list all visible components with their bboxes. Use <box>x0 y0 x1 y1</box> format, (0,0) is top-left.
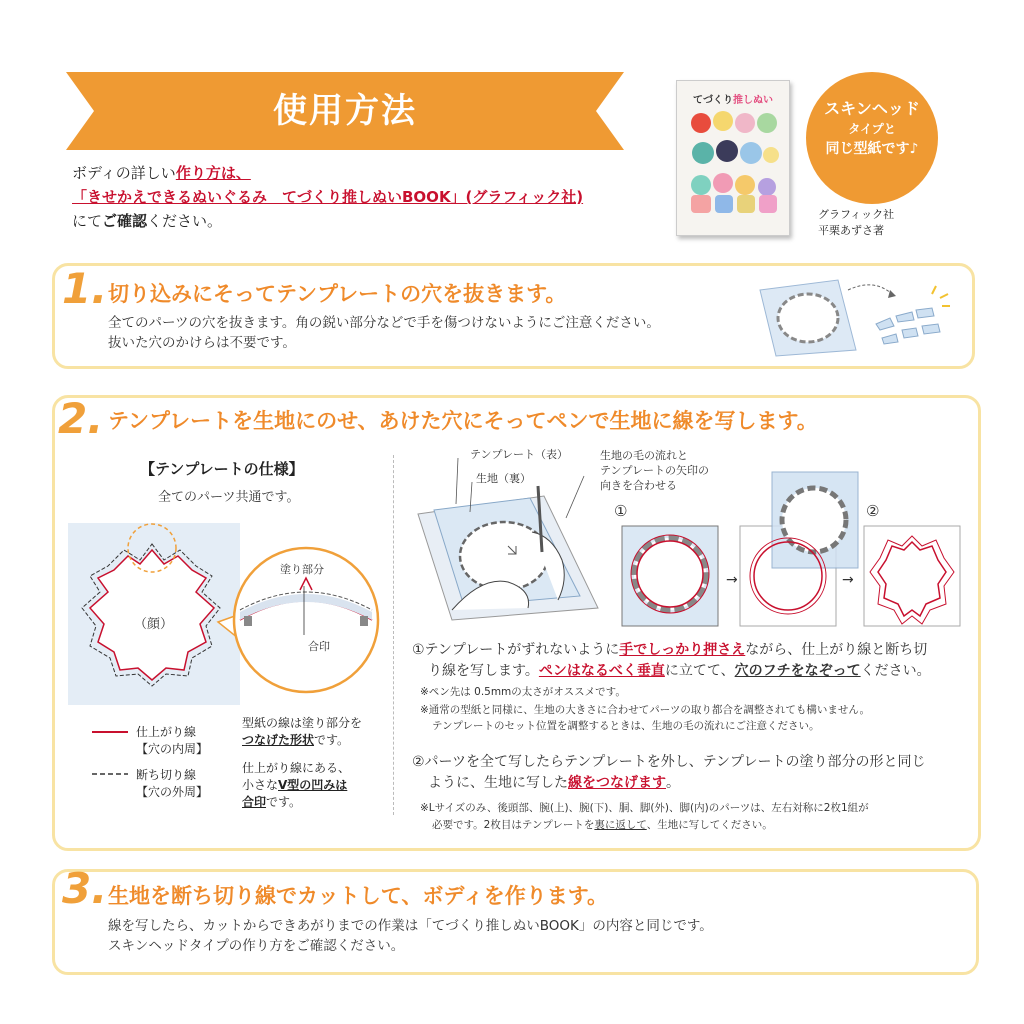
step-1-title: 切り込みにそってテンプレートの穴を抜きます。 <box>108 282 567 306</box>
step-circle-2: ② <box>866 502 880 520</box>
step-3-text-1: 線を写したら、カットからできあがりまでの作業は「てづくり推しぬいBOOK」の内容と同じです。 <box>108 918 713 934</box>
step-1-text-2: 抜いた穴のかけらは不要です。 <box>108 335 296 351</box>
legend-cut-line: 断ち切り線 【穴の外周】 <box>136 768 209 799</box>
legend-lines <box>88 726 132 786</box>
step-3-number: 3. <box>62 864 108 913</box>
template-punch-illustration <box>756 272 956 362</box>
instruction-1-line-1: ①テンプレートがずれないように手でしっかり押さえながら、仕上がり線と断ち切 <box>412 642 928 658</box>
diagram-template-label: テンプレート（表） <box>470 448 569 461</box>
spec-heading: 【テンプレートの仕様】 <box>140 460 304 478</box>
note-direction: テンプレートのセット位置を調整するときは、生地の毛の流れにご注意ください。 <box>432 720 820 732</box>
arrow-2: → <box>842 572 854 588</box>
spec-subtitle: 全てのパーツ共通です。 <box>158 490 300 505</box>
note-pen: ※ペン先は 0.5mmの太さがオススメです。 <box>420 686 626 698</box>
notch-label: 合印 <box>308 640 330 653</box>
step-2-number: 2. <box>58 394 104 443</box>
note-l-size: ※Lサイズのみ、後頭部、腕(上)、腕(下)、胴、脚(外)、脚(内)のパーツは、左右対称に2枚1組が <box>420 802 869 814</box>
diagram-note: 生地の毛の流れと テンプレートの矢印の 向きを合わせる <box>600 449 710 492</box>
book-title-reference: 「きせかえできるぬいぐるみ てづくり推しぬいBOOK」(グラフィック社) <box>72 188 584 206</box>
step-3-text-2: スキンヘッドタイプの作り方をご確認ください。 <box>108 938 405 954</box>
intro-link-how-to: 作り方は、 <box>175 164 251 182</box>
arrow-1: → <box>726 572 738 588</box>
step-2-title: テンプレートを生地にのせ、あけた穴にそってペンで生地に線を写します。 <box>108 409 818 433</box>
step-1-text-1: 全てのパーツの穴を抜きます。角の鋭い部分などで手を傷つけないようにご注意ください。 <box>108 315 660 331</box>
book-dolls-illustration <box>683 107 783 225</box>
intro-line-1: ボディの詳しい作り方は、 <box>72 164 251 182</box>
legend-finish-line: 仕上がり線 【穴の内周】 <box>136 725 209 756</box>
instruction-2-line-1: ②パーツを全て写したらテンプレートを外し、テンプレートの塗り部分の形と同じ <box>412 754 926 770</box>
book-caption: グラフィック社 平栗あずさ著 <box>818 208 895 237</box>
instruction-2-line-2: ように、生地に写した線をつなげます。 <box>428 775 680 791</box>
spec-note-b: 仕上がり線にある、 小さなV型の凹みは 合印です。 <box>242 761 351 809</box>
page-title: 使用方法 <box>273 91 417 131</box>
intro-line-2 <box>72 186 583 208</box>
note-layout: ※通常の型紙と同様に、生地の大きさに合わせてパーツの取り都合を調整されても構いません。 <box>420 704 871 716</box>
step-2-divider <box>393 455 394 815</box>
book-cover-image: てづくり推しぬい <box>676 80 790 236</box>
tracing-steps-illustration <box>620 470 966 630</box>
step-3-title: 生地を断ち切り線でカットして、ボディを作ります。 <box>108 884 609 908</box>
step-circle-1: ① <box>614 502 628 520</box>
template-spec-diagram <box>68 520 398 710</box>
step-1-number: 1. <box>62 264 108 313</box>
spec-note-a: 型紙の線は塗り部分を つなげた形状です。 <box>242 716 363 747</box>
diagram-fabric-label: 生地（裏） <box>476 472 531 485</box>
tracing-illustration <box>412 440 612 625</box>
badge-text: スキンヘッド タイプと 同じ型紙です♪ <box>824 99 920 157</box>
face-label: （顔） <box>134 617 174 632</box>
intro-line-3: にてご確認ください。 <box>72 212 223 230</box>
paint-part-label: 塗り部分 <box>280 563 324 576</box>
instruction-1-line-2: り線を写します。ペンはなるべく垂直に立てて、穴のフチをなぞってください。 <box>428 663 931 679</box>
note-flip: 必要です。2枚目はテンプレートを裏に返して、生地に写してください。 <box>432 819 773 831</box>
